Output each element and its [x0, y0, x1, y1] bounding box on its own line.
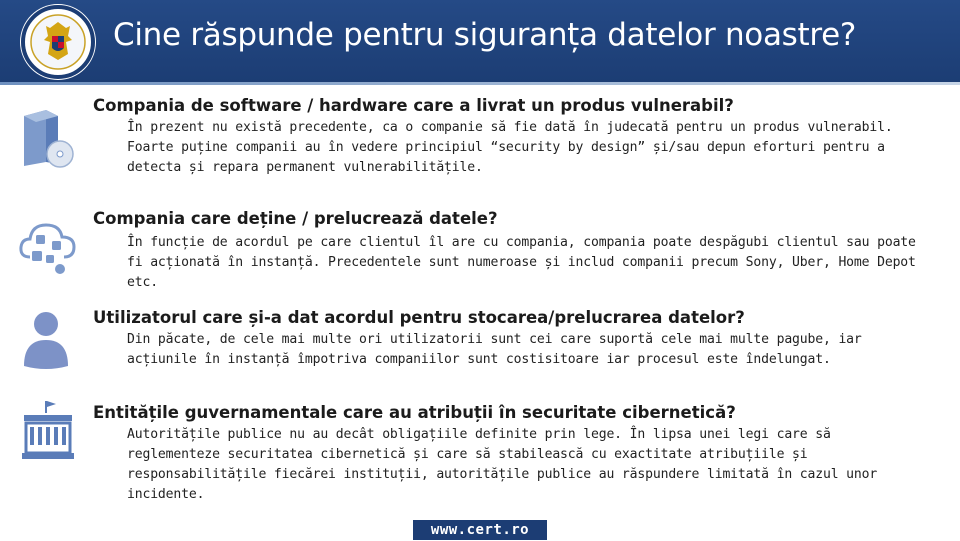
item-body: În funcție de acordul pe care clientul îl are cu compania, compania poate despăgubi clientul sau poate fi acționată în instanță. Precedentele sunt numeroase și includ companii precum Sony, Uber, Home Depot etc. [127, 235, 916, 290]
social-cloud-icon [18, 213, 74, 273]
page-title: Cine răspunde pentru siguranța datelor noastre? [113, 17, 857, 53]
item-title: Compania de software / hardware care a livrat un produs vulnerabil? [93, 96, 734, 115]
item-title: Utilizatorul care și-a dat acordul pentru stocarea/prelucrarea datelor? [93, 308, 745, 327]
header-accent-line [0, 82, 960, 85]
footer-url[interactable]: www.cert.ro [413, 520, 547, 540]
item-title: Entitățile guvernamentale care au atribuții în securitate cibernetică? [93, 403, 736, 422]
item-title: Compania care deține / prelucrează datele? [93, 209, 498, 228]
government-building-icon [18, 401, 74, 461]
software-box-icon [18, 108, 74, 168]
header-bar [0, 0, 960, 82]
item-body: Autoritățile publice nu au decât obligațiile definite prin lege. În lipsa unei legi care să reglementeze securitatea cibernetică și care să stabilească cu exactitate atribuțiile și responsabilitățile fiecărei instituții, autoritățile publice au răspundere limitată în cazul unor incidente. [127, 427, 878, 502]
item-body: În prezent nu există precedente, ca o companie să fie dată în judecată pentru un produs vulnerabil. Foarte puține companii au în vedere principiul “security by design” și/sau depun eforturi pentru a detecta și repara permanent vulnerabilitățile. [127, 120, 893, 175]
item-body: Din păcate, de cele mai multe ori utilizatorii sunt cei care suportă cele mai multe pagube, iar acțiunile în instanță împotriva companiilor sunt costisitoare iar procesul este îndelungat. [127, 332, 862, 367]
user-icon [18, 308, 74, 368]
coat-of-arms-logo [20, 4, 96, 80]
